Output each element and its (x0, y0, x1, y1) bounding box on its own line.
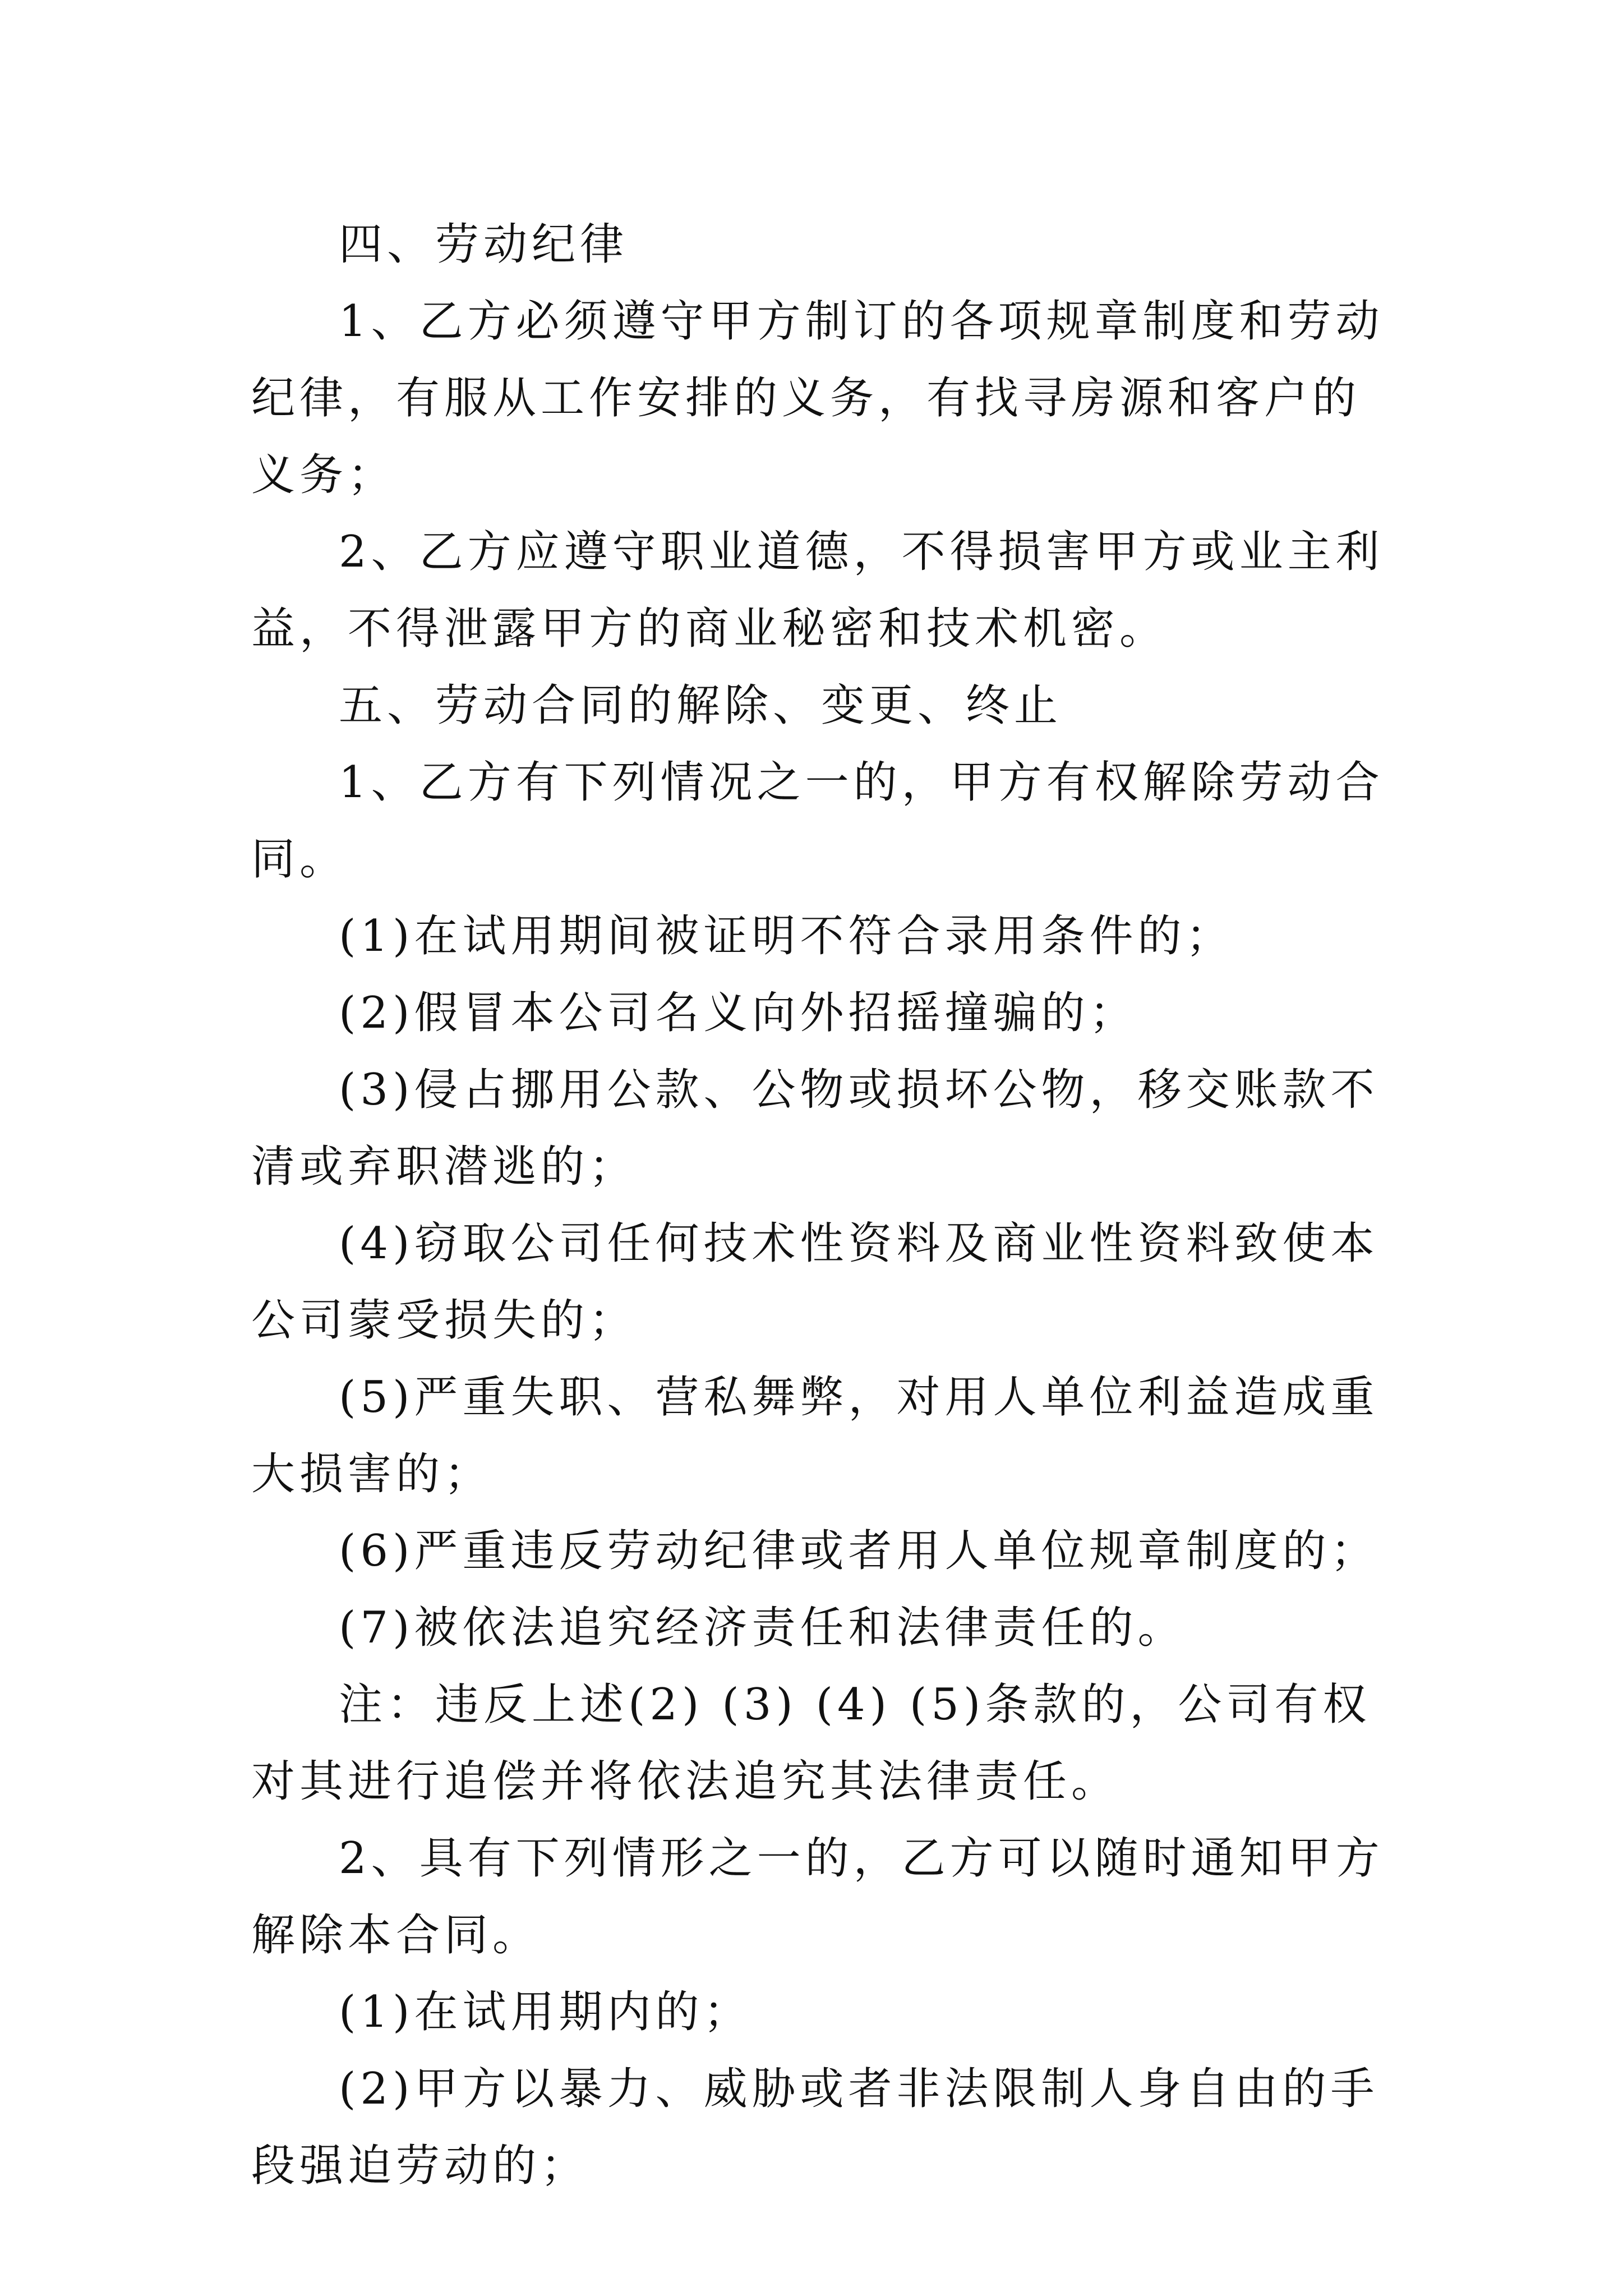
list-item-termination-2: (2)假冒本公司名义向外招摇撞骗的； (339, 988, 1138, 1038)
list-item-employee-termination-1: (1)在试用期内的； (339, 1987, 752, 2037)
paragraph-termination-note: 注：违反上述(2) (3) (4) (5)条款的，公司有权对其进行追偿并将依法追究其法律责任。 (251, 1680, 1371, 1807)
section-heading-contract-termination: 五、劳动合同的解除、变更、终止 (339, 680, 1063, 731)
section-heading-labor-discipline: 四、劳动纪律 (339, 219, 629, 270)
paragraph-termination-clause-1: 1、乙方有下列情况之一的，甲方有权解除劳动合同。 (251, 757, 1384, 885)
list-item-termination-7: (7)被依法追究经济责任和法律责任的。 (339, 1603, 1186, 1653)
list-item-termination-5: (5)严重失职、营私舞弊，对用人单位利益造成重大损害的； (251, 1372, 1379, 1499)
list-item-termination-3: (3)侵占挪用公款、公物或损坏公物，移交账款不清或弃职潜逃的； (251, 1065, 1379, 1192)
list-item-termination-1: (1)在试用期间被证明不符合录用条件的； (339, 911, 1234, 961)
list-item-employee-termination-2: (2)甲方以暴力、威胁或者非法限制人身自由的手段强迫劳动的； (251, 2064, 1379, 2191)
paragraph-discipline-clause-1: 1、乙方必须遵守甲方制订的各项规章制度和劳动纪律，有服从工作安排的义务，有找寻房源和客户的义务； (251, 296, 1384, 500)
paragraph-termination-clause-2: 2、具有下列情形之一的，乙方可以随时通知甲方解除本合同。 (251, 1833, 1384, 1961)
paragraph-discipline-clause-2: 2、乙方应遵守职业道德，不得损害甲方或业主利益，不得泄露甲方的商业秘密和技术机密。 (251, 527, 1384, 654)
list-item-termination-6: (6)严重违反劳动纪律或者用人单位规章制度的； (339, 1526, 1379, 1576)
document-body (251, 206, 1391, 2205)
list-item-termination-4: (4)窃取公司任何技术性资料及商业性资料致使本公司蒙受损失的； (251, 1218, 1379, 1346)
